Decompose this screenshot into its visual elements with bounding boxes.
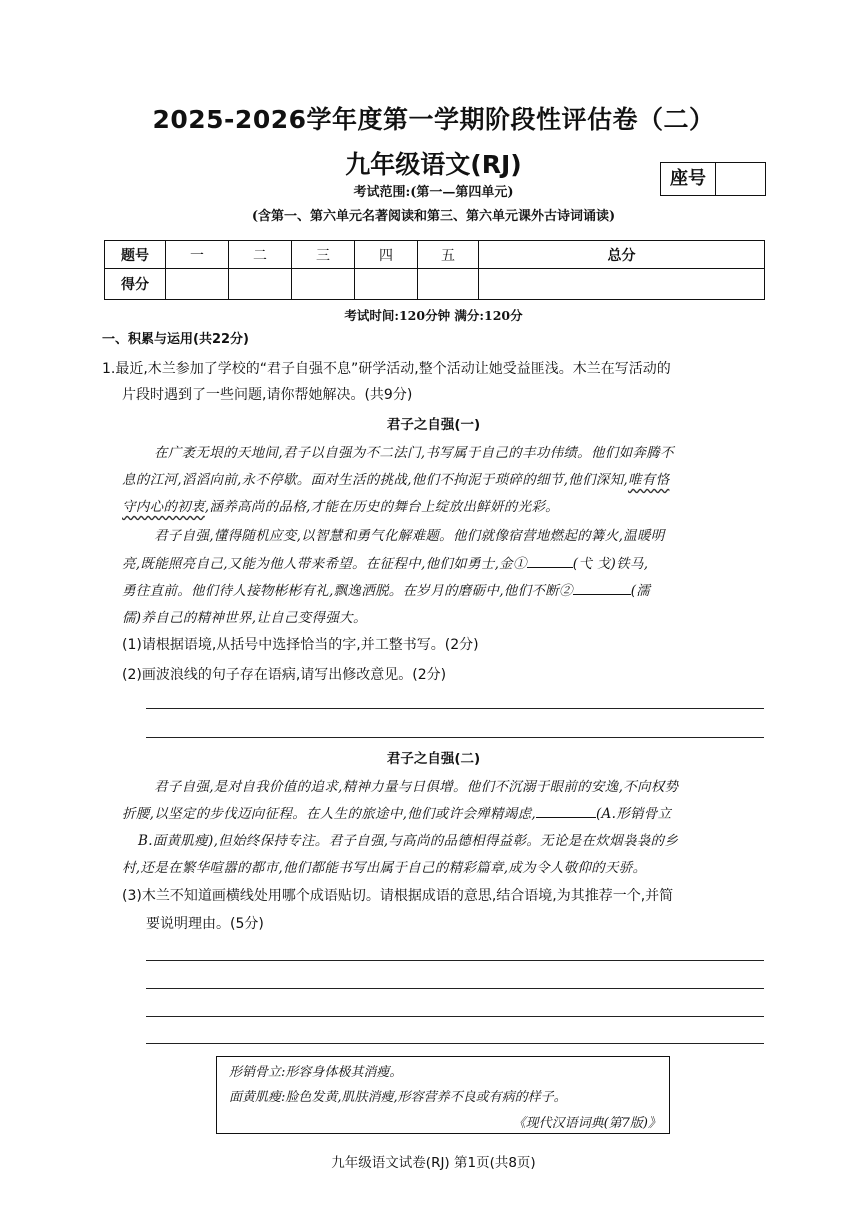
- dictionary-box: [216, 1056, 670, 1134]
- exam-scope: 考试范围:(第一—第四单元): [353, 185, 514, 200]
- sub-question-3-line-2: 要说明理由。(5分): [146, 916, 264, 932]
- score-cell-1[interactable]: [166, 269, 229, 300]
- exam-title: 2025-2026学年度第一学期阶段性评估卷（二）: [152, 105, 715, 134]
- sub-question-2: (2)画波浪线的句子存在语病,请写出修改意见。(2分): [122, 667, 447, 683]
- passage-2-heading: 君子之自强(二): [386, 751, 481, 767]
- score-cell-2[interactable]: [229, 269, 292, 300]
- answer-line[interactable]: [146, 1016, 764, 1017]
- exam-scope-note: (含第一、第六单元名著阅读和第三、第六单元课外古诗词诵读): [251, 209, 616, 224]
- total-score-label: 总分: [479, 241, 765, 269]
- passage-1-line-2-text: 息的江河,滔滔向前,永不停歇。面对生活的挑战,他们不拘泥于琐碎的细节,他们深知,: [122, 472, 628, 488]
- question-number-label: 题号: [105, 241, 166, 269]
- passage-1-line-3: 守内心的初衷,涵养高尚的品格,才能在历史的舞台上绽放出鲜妍的光彩。: [122, 499, 559, 515]
- score-cell-total[interactable]: [479, 269, 765, 300]
- passage-1-p2-line-4: 儒)养自己的精神世界,让自己变得强大。: [122, 610, 367, 626]
- score-cell-5[interactable]: [418, 269, 479, 300]
- dictionary-entry-1: 形销骨立:形容身体极其消瘦。: [229, 1065, 403, 1080]
- column-4: 四: [355, 241, 418, 269]
- blank-1[interactable]: [527, 554, 573, 568]
- passage-2-line-1: 君子自强,是对自我价值的追求,精神力量与日俱增。他们不沉溺于眼前的安逸,不向权势: [154, 779, 679, 795]
- wavy-underlined-sentence-b: [122, 495, 205, 515]
- column-1: 一: [166, 241, 229, 269]
- passage-2-line-4: 村,还是在繁华喧嚣的都市,他们都能书写出属于自己的精彩篇章,成为令人敬仰的天骄。: [122, 860, 647, 876]
- section-1-title: 一、积累与运用(共22分): [102, 332, 249, 347]
- blank-idiom[interactable]: [536, 804, 596, 818]
- passage-2-line-3: B.面黄肌瘦),但始终保持专注。君子自强,与高尚的品德相得益彰。无论是在炊烟袅袅的乡: [138, 833, 679, 849]
- passage-2-line-2: 折腰,以坚定的步伐迈向征程。在人生的旅途中,他们或许会殚精竭虑, (A.形销骨立: [122, 806, 672, 822]
- subject-title: 九年级语文(RJ): [345, 150, 522, 179]
- passage-1-p2-line-2: 亮,既能照亮自己,又能为他人带来希望。在征程中,他们如勇士,金① (弋 戈)铁马,: [122, 556, 649, 572]
- dictionary-source: 《现代汉语词典(第7版)》: [512, 1116, 661, 1131]
- question-1-line-2: 片段时遇到了一些问题,请你帮她解决。(共9分): [122, 387, 413, 403]
- page-footer: 九年级语文试卷(RJ) 第1页(共8页): [331, 1155, 536, 1171]
- passage-1-heading: 君子之自强(一): [386, 417, 481, 433]
- score-label: 得分: [105, 269, 166, 300]
- score-table: [104, 240, 765, 300]
- passage-1-p2-line-1: 君子自强,懂得随机应变,以智慧和勇气化解难题。他们就像宿营地燃起的篝火,温暖明: [154, 528, 665, 544]
- column-3: 三: [292, 241, 355, 269]
- answer-line[interactable]: [146, 1043, 764, 1044]
- exam-time-info: 考试时间:120分钟 满分:120分: [344, 308, 523, 323]
- score-cell-3[interactable]: [292, 269, 355, 300]
- score-cell-4[interactable]: [355, 269, 418, 300]
- seat-label: 座号: [661, 163, 716, 195]
- score-table-score-row: [105, 269, 765, 300]
- column-2: 二: [229, 241, 292, 269]
- blank-2[interactable]: [573, 581, 631, 595]
- passage-1-line-1: 在广袤无垠的天地间,君子以自强为不二法门,书写属于自己的丰功伟绩。他们如奔腾不: [154, 445, 674, 461]
- question-1-line-1: 1.最近,木兰参加了学校的“君子自强不息”研学活动,整个活动让她受益匪浅。木兰在写活动的: [102, 361, 671, 377]
- answer-line[interactable]: [146, 708, 764, 709]
- wavy-underlined-sentence-a: 唯有恪: [627, 472, 670, 488]
- answer-line[interactable]: [146, 960, 764, 961]
- sub-question-1: (1)请根据语境,从括号中选择恰当的字,并工整书写。(2分): [122, 637, 479, 653]
- answer-line[interactable]: [146, 737, 764, 738]
- answer-line[interactable]: [146, 988, 764, 989]
- sub-question-3-line-1: (3)木兰不知道画横线处用哪个成语贴切。请根据成语的意思,结合语境,为其推荐一个,并简: [122, 888, 674, 904]
- score-table-header-row: [105, 241, 765, 269]
- column-5: 五: [418, 241, 479, 269]
- passage-1-line-2: [122, 468, 669, 488]
- passage-1-p2-line-3: 勇往直前。他们待人接物彬彬有礼,飘逸洒脱。在岁月的磨砺中,他们不断② (濡: [122, 583, 651, 599]
- dictionary-entry-2: 面黄肌瘦:脸色发黄,肌肤消瘦,形容营养不良或有病的样子。: [229, 1090, 567, 1105]
